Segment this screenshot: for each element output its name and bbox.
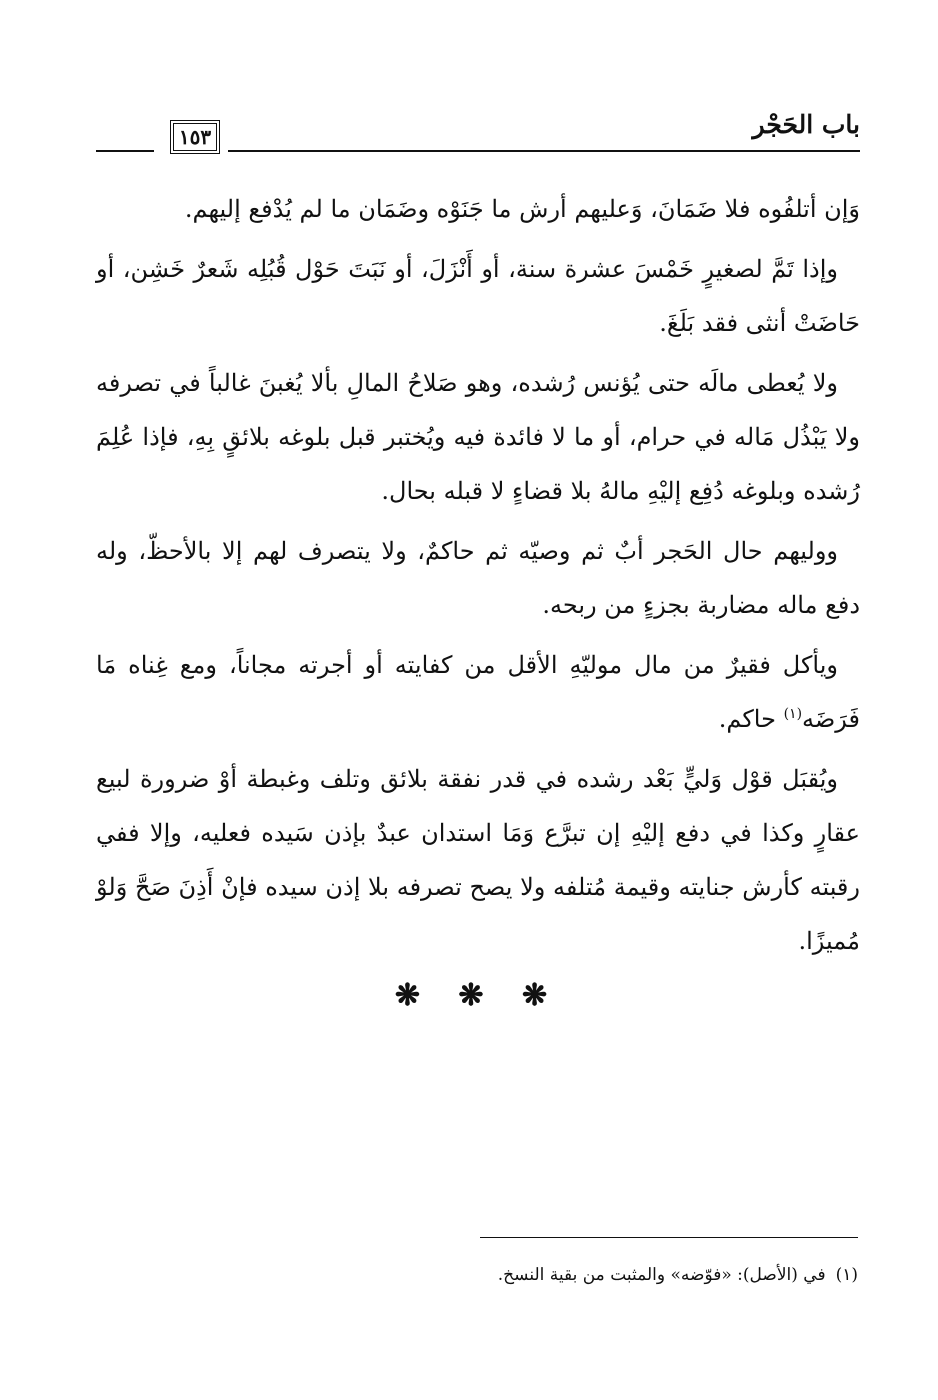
- paragraph: ولا يُعطى مالَه حتى يُؤنس رُشده، وهو صَلاحُ المالِ بألا يُغبنَ غالباً في تصرفه ولا يَبْذُل مَاله في حرام، أو ما لا فائدة فيه ويُختبر قبل بلوغه بلائقٍ بِهِ، فإذا عُلِمَ رُشده وبلوغه دُفِع إليْهِ مالهُ بلا قضاءٍ لا قبله بحال.: [96, 369, 860, 505]
- footnote-text: في (الأصل): «فوّضه» والمثبت من بقية النسخ.: [497, 1265, 826, 1285]
- page-header: [96, 108, 860, 158]
- paragraph: ووليهم حال الحَجر أبٌ ثم وصيّه ثم حاكمٌ، ولا يتصرف لهم إلا بالأحظّ، وله دفع ماله مضاربة بجزءٍ من ربحه.: [96, 537, 860, 619]
- paragraph-with-footnote: [96, 638, 860, 746]
- paragraph: ويُقبَل قوْل وَليٍّ بَعْد رشده في قدر نفقة بلائق وتلف وغبطة أوْ ضرورة لبيع عقارٍ وكذا في دفع إليْهِ إن تبرَّع وَمَا استدان عبدٌ بإذن سَيده فعليه، وإلا ففي رقبته كأرش جنايته وقيمة مُتلفه ولا يصح تصرفه بلا إذن سيده فإنْ أَذِنَ صَحَّ وَلوْ مُميزًا.: [96, 765, 860, 955]
- footnote-divider: [480, 1237, 858, 1238]
- paragraph: وَإن أتلفُوه فلا ضَمَانَ، وَعليهم أرش ما جَنَوْه وضَمَان ما لم يُدْفع إليهم.: [184, 195, 860, 223]
- header-rule-right: [228, 150, 860, 152]
- paragraph-text: حاكم.: [718, 705, 784, 733]
- main-text: [96, 182, 860, 1013]
- footnote-number: (١): [835, 1265, 858, 1285]
- chapter-title: باب الحَجْر: [752, 110, 860, 139]
- section-separator: ❋ ❋ ❋: [394, 978, 562, 1013]
- header-rule-left: [96, 150, 154, 152]
- footnote: [158, 1260, 858, 1290]
- page-number: ١٥٣: [170, 120, 220, 154]
- paragraph-text: ويأكل فقيرٌ من مال موليّهِ الأقل من كفايته أو أجرته مجاناً، ومع غِناه مَا فَرَضَه: [96, 651, 860, 733]
- paragraph: وإذا تَمَّ لصغيرٍ خَمْسَ عشرة سنة، أو أَنْزَلَ، أو نَبَتَ حَوْل قُبُلِه شَعرٌ خَشِن، أو حَاضَتْ أنثى فقد بَلَغَ.: [96, 255, 860, 337]
- footnote-reference[interactable]: (١): [783, 706, 803, 722]
